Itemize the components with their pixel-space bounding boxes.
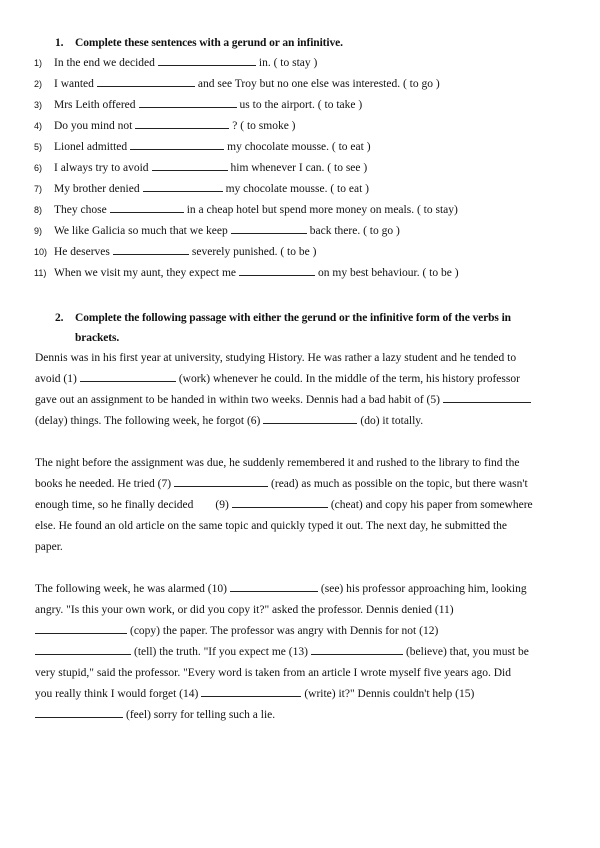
item-text-after: my chocolate mousse. ( to eat ) bbox=[227, 141, 371, 153]
item-text-before: They chose bbox=[54, 204, 107, 216]
passage-text: (do) it totally. bbox=[360, 415, 424, 427]
section-2-title-line-1: Complete the following passage with either the gerund or the infinitive form of the verbs in bbox=[75, 312, 511, 324]
passage-text: The night before the assignment was due, he suddenly remembered it and rushed to the library to find the bbox=[35, 457, 520, 469]
passage-line bbox=[35, 663, 565, 684]
passage-text: enough time, so he finally decided bbox=[35, 499, 194, 511]
passage-line bbox=[35, 600, 565, 621]
answer-blank[interactable] bbox=[135, 116, 229, 129]
answer-blank[interactable] bbox=[97, 74, 195, 87]
passage-text: (believe) that, you must be bbox=[405, 646, 529, 658]
passage-text: you really think I would forget (14) bbox=[35, 688, 199, 700]
item-text-after: severely punished. ( to be ) bbox=[191, 246, 317, 258]
passage-line bbox=[35, 390, 565, 411]
answer-blank[interactable] bbox=[443, 390, 531, 403]
answer-blank[interactable] bbox=[80, 369, 176, 382]
answer-blank[interactable] bbox=[35, 705, 123, 718]
answer-blank[interactable] bbox=[239, 263, 315, 276]
item-text-before: We like Galicia so much that we keep bbox=[54, 225, 228, 237]
item-number: 7) bbox=[34, 184, 43, 194]
item-text-before: I wanted bbox=[54, 78, 94, 90]
item-number: 8) bbox=[34, 205, 43, 215]
answer-blank[interactable] bbox=[113, 242, 189, 255]
passage-line bbox=[35, 621, 565, 642]
passage-line bbox=[35, 474, 565, 495]
passage-text: gave out an assignment to be handed in within two weeks. Dennis had a bad habit of (5) bbox=[35, 394, 440, 406]
answer-blank[interactable] bbox=[139, 95, 237, 108]
passage-text: (copy) the paper. The professor was angry with Dennis for not (12) bbox=[130, 625, 439, 637]
section-2-heading bbox=[55, 308, 511, 328]
answer-blank[interactable] bbox=[143, 179, 223, 192]
item-number: 1) bbox=[34, 58, 43, 68]
passage-text: paper. bbox=[35, 541, 63, 553]
passage-text: The following week, he was alarmed (10) bbox=[35, 583, 227, 595]
passage-text: very stupid," said the professor. "Every word is taken from an article I wrote myself five years ago. Did bbox=[35, 667, 511, 679]
answer-blank[interactable] bbox=[263, 411, 357, 424]
item-text-before: Mrs Leith offered bbox=[54, 99, 136, 111]
item-text-before: Do you mind not bbox=[54, 120, 133, 132]
passage-line bbox=[35, 516, 565, 537]
item-number: 2) bbox=[34, 79, 43, 89]
passage-text: (tell) the truth. "If you expect me (13) bbox=[134, 646, 308, 658]
answer-blank[interactable] bbox=[230, 579, 318, 592]
answer-blank[interactable] bbox=[152, 158, 228, 171]
item-number: 10) bbox=[34, 247, 48, 257]
passage-line bbox=[35, 495, 565, 516]
section-1-title: Complete these sentences with a gerund or an infinitive. bbox=[75, 37, 343, 49]
answer-blank[interactable] bbox=[201, 684, 301, 697]
passage-text: (9) bbox=[215, 499, 229, 511]
answer-blank[interactable] bbox=[158, 53, 256, 66]
passage-line bbox=[35, 642, 565, 663]
item-text-after: him whenever I can. ( to see ) bbox=[230, 162, 368, 174]
item-text-after: my chocolate mousse. ( to eat ) bbox=[225, 183, 369, 195]
answer-blank[interactable] bbox=[130, 137, 224, 150]
item-text-after: back there. ( to go ) bbox=[309, 225, 400, 237]
passage-text: (see) his professor approaching him, looking bbox=[320, 583, 527, 595]
passage-text: else. He found an old article on the same topic and quickly typed it out. The next day, he submitted the bbox=[35, 520, 508, 532]
passage-text: avoid (1) bbox=[35, 373, 77, 385]
item-number: 3) bbox=[34, 100, 43, 110]
item-text-after: us to the airport. ( to take ) bbox=[239, 99, 363, 111]
item-text-after: in a cheap hotel but spend more money on meals. ( to stay) bbox=[186, 204, 458, 216]
item-text-before: Lionel admitted bbox=[54, 141, 128, 153]
section-1-number: 1. bbox=[55, 37, 64, 49]
item-number: 11) bbox=[34, 268, 47, 278]
passage-line bbox=[35, 684, 565, 705]
answer-blank[interactable] bbox=[232, 495, 328, 508]
item-text-after: on my best behaviour. ( to be ) bbox=[318, 267, 459, 279]
passage-text: angry. "Is this your own work, or did you copy it?" asked the professor. Dennis denied (11) bbox=[35, 604, 454, 616]
item-text-before: When we visit my aunt, they expect me bbox=[54, 267, 237, 279]
passage-text: (work) whenever he could. In the middle of the term, his history professor bbox=[178, 373, 520, 385]
item-text-after: ? ( to smoke ) bbox=[232, 120, 296, 132]
item-text-before: In the end we decided bbox=[54, 57, 155, 69]
passage-text: (delay) things. The following week, he forgot (6) bbox=[35, 415, 261, 427]
passage-text: books he needed. He tried (7) bbox=[35, 478, 172, 490]
answer-blank[interactable] bbox=[35, 642, 131, 655]
item-number: 4) bbox=[34, 121, 43, 131]
item-text-before: He deserves bbox=[54, 246, 110, 258]
item-number: 5) bbox=[34, 142, 43, 152]
passage-text: Dennis was in his first year at university, studying History. He was rather a lazy student and he tended to bbox=[35, 352, 517, 364]
passage-line bbox=[35, 579, 565, 600]
passage-line bbox=[35, 537, 565, 558]
passage-line bbox=[35, 453, 565, 474]
passage-text: (cheat) and copy his paper from somewhere bbox=[330, 499, 533, 511]
item-text-before: I always try to avoid bbox=[54, 162, 149, 174]
item-text-after: and see Troy but no one else was interested. ( to go ) bbox=[197, 78, 440, 90]
answer-blank[interactable] bbox=[311, 642, 403, 655]
section-2-heading-cont bbox=[75, 328, 119, 348]
passage-line bbox=[35, 705, 565, 726]
section-2-number: 2. bbox=[55, 312, 64, 324]
answer-blank[interactable] bbox=[174, 474, 268, 487]
item-number: 6) bbox=[34, 163, 43, 173]
section-2-title-line-2: brackets. bbox=[75, 332, 120, 344]
passage-text: (read) as much as possible on the topic, but there wasn't bbox=[271, 478, 528, 490]
passage-line bbox=[35, 411, 565, 432]
passage-text: (feel) sorry for telling such a lie. bbox=[126, 709, 276, 721]
item-number: 9) bbox=[34, 226, 43, 236]
answer-blank[interactable] bbox=[231, 221, 307, 234]
passage-line bbox=[35, 348, 565, 369]
item-text-after: in. ( to stay ) bbox=[258, 57, 318, 69]
passage-line bbox=[35, 369, 565, 390]
answer-blank[interactable] bbox=[35, 621, 127, 634]
item-text-before: My brother denied bbox=[54, 183, 140, 195]
section-1-heading bbox=[55, 33, 343, 53]
answer-blank[interactable] bbox=[110, 200, 184, 213]
passage-text: (write) it?" Dennis couldn't help (15) bbox=[304, 688, 475, 700]
